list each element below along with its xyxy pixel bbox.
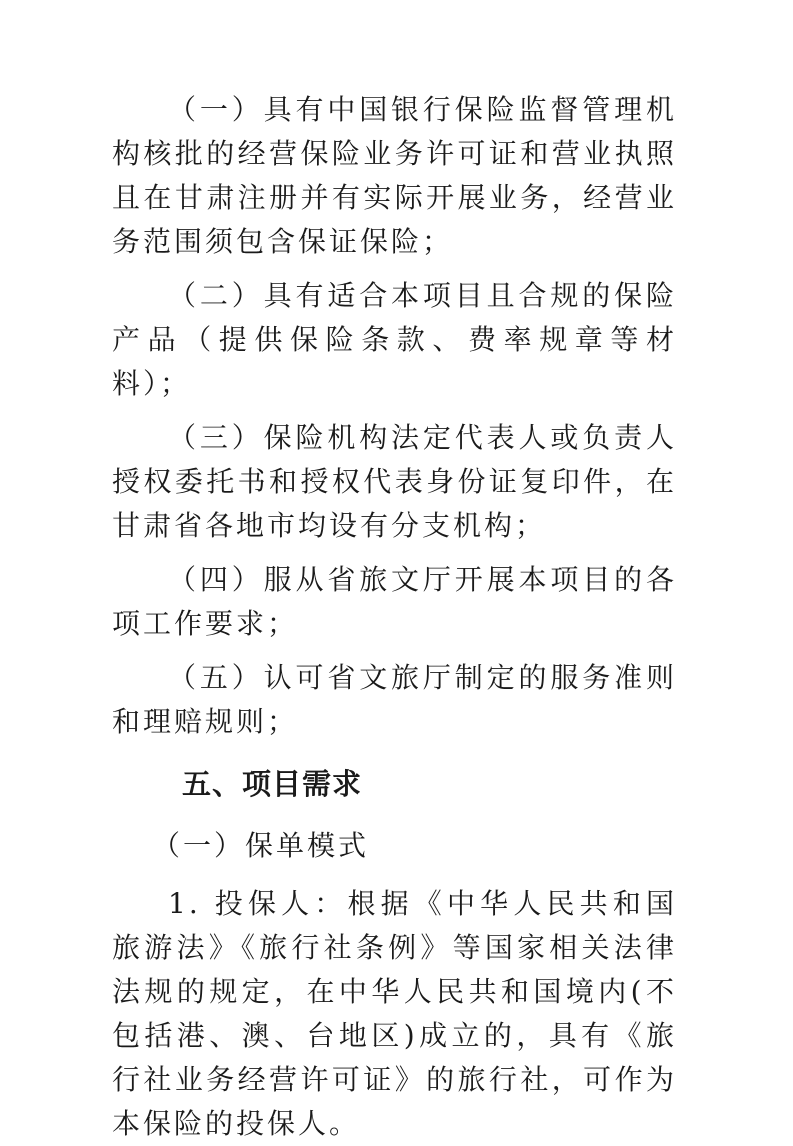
- requirement-item-3: （三）保险机构法定代表人或负责人授权委托书和授权代表身份证复印件，在甘肃省各地市均设有分支机构；: [112, 421, 677, 542]
- document-body: [112, 88, 677, 1146]
- requirement-item-5: （五）认可省文旅厅制定的服务准则和理赔规则；: [112, 661, 677, 738]
- requirement-item-1: （一）具有中国银行保险监督管理机构核批的经营保险业务许可证和营业执照且在甘肃注册并有实际开展业务，经营业务范围须包含保证保险；: [112, 93, 677, 258]
- requirement-item-4: （四）服从省旅文厅开展本项目的各项工作要求；: [112, 563, 677, 640]
- section-heading: 五、项目需求: [182, 767, 363, 801]
- section-subheading: （一）保单模式: [152, 829, 370, 862]
- policyholder-paragraph: 1. 投保人：根据《中华人民共和国旅游法》《旅行社条例》等国家相关法律法规的规定，在中华人民共和国境内(不包括港、澳、台地区)成立的，具有《旅行社业务经营许可证》的旅行社，可作为本保险的投保人。: [112, 887, 677, 1140]
- requirement-item-2: （二）具有适合本项目且合规的保险产品（提供保险条款、费率规章等材料）；: [112, 279, 677, 400]
